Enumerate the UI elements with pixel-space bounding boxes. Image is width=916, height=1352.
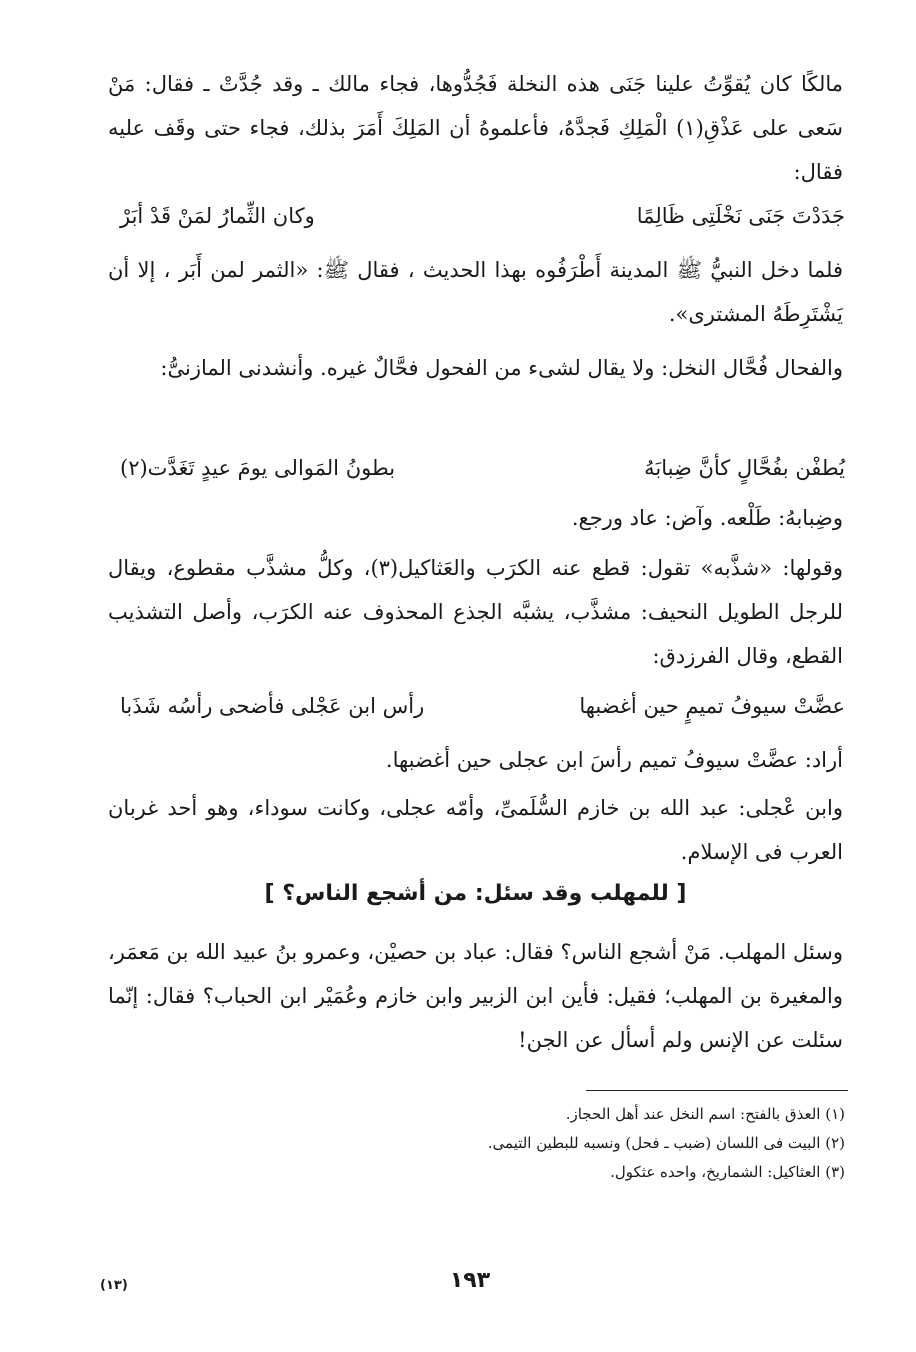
verse-3-first-hemistich: عضَّتْ سيوفُ تميمٍ حين أغضبها bbox=[579, 694, 845, 718]
paragraph-1: مالكًا كان يُقوِّتُ علينا جَنَى هذه النخلة فَجُدُّوها، فجاء مالك ـ وقد جُدَّتْ ـ فقال: مَنْ سَعى على عَذْقِ(١) الْمَلِكِ فَجدَّهُ، فأعلموهُ أن المَلِكَ أَمَرَ بذلك، فجاء حتى وقَف عليه فقال: bbox=[108, 72, 843, 184]
paragraph-7: وابن عْجلى: عبد الله بن خازم السُّلَمىِّ، وأمّه عجلى، وكانت سوداء، وهو أحد غربان العرب فى الإسلام. bbox=[108, 796, 843, 864]
footnote-2: (٢) البيت فى اللسان (ضبب ـ فحل) ونسبه للبطين التيمى. bbox=[487, 1134, 845, 1152]
paragraph-3: والفحال فُحَّال النخل: ولا يقال لشىء من الفحول فحَّالٌ غيره. وأنشدنى المازنىُّ: bbox=[160, 356, 843, 380]
verse-3 bbox=[120, 684, 845, 728]
verse-1-second-hemistich: وكان الثِّمارُ لمَنْ قَدْ أبَرْ bbox=[120, 204, 315, 228]
paragraph-8: وسئل المهلب. مَنْ أشجع الناس؟ فقال: عباد بن حصيْن، وعمرو بنُ عبيد الله بن مَعمَر، والمغيرة بن المهلب؛ فقيل: فأين ابن الزبير وابن خازم وعُمَيْر ابن الحباب؟ فقال: إنّما سئلت عن الإنس ولم أسأل عن الجن! bbox=[108, 940, 843, 1052]
signature-mark: (١٣) bbox=[100, 1278, 128, 1293]
verse-1-first-hemistich: جَدَدْتَ جَنَى نَخْلَتِى ظَالِمًا bbox=[636, 204, 845, 228]
paragraph-2: فلما دخل النبيُّ ﷺ المدينة أَطْرَفُوه بهذا الحديث ، فقال ﷺ: «الثمر لمن أَبَر ، إلا أن يَشْتَرِطَهُ المشترى». bbox=[108, 258, 843, 326]
paragraph-6: أراد: عضَّتْ سيوفُ تميم رأسَ ابن عجلى حين أغضبها. bbox=[385, 748, 843, 772]
footnote-1: (١) العذق بالفتح: اسم النخل عند أهل الحجاز. bbox=[565, 1105, 845, 1123]
paragraph-5: وقولها: «شذَّبه» تقول: قطع عنه الكرَب والعَثاكيل(٣)، وكلُّ مشذَّب مقطوع، ويقال للرجل الطويل النحيف: مشذَّب، يشبَّه الجذع المحذوف عنه الكرَب، وأصل التشذيب القطع، وقال الفرزدق: bbox=[108, 556, 843, 668]
footnote-3: (٣) العثاكيل: الشماريخ، واحده عثكول. bbox=[610, 1163, 845, 1181]
page-number: ١٩٣ bbox=[449, 1268, 491, 1293]
verse-1 bbox=[120, 194, 845, 238]
footnotes bbox=[400, 1100, 845, 1187]
verse-2-first-hemistich: يُطفْن بفُحَّالٍ كأنَّ ضِبابَهُ bbox=[644, 456, 845, 480]
verse-3-second-hemistich: رأس ابن عَجْلى فأضحى رأسُه شَذَبا bbox=[120, 694, 425, 718]
footnote-divider bbox=[586, 1090, 848, 1091]
section-heading: [ للمهلب وقد سئل: من أشجع الناس؟ ] bbox=[264, 881, 687, 906]
paragraph-4: وضِبابهُ: طَلْعه. وآض: عاد ورجع. bbox=[571, 506, 843, 530]
verse-2-second-hemistich: بطونُ المَوالى يومَ عيدٍ تَغَدَّت(٢) bbox=[120, 456, 396, 480]
verse-2 bbox=[120, 446, 845, 490]
